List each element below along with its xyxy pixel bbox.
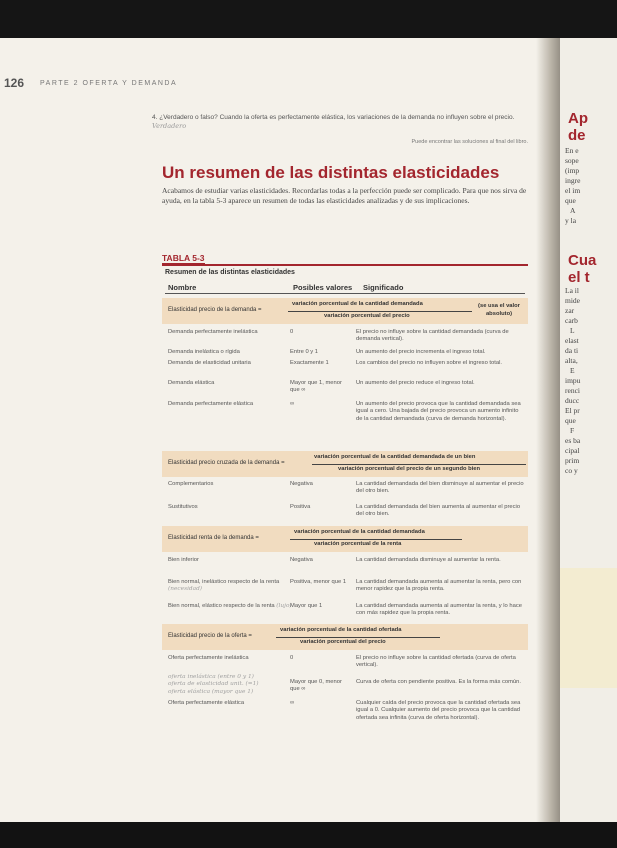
header-name: Nombre	[168, 283, 197, 292]
formula-numerator: variación porcentual de la cantidad demandada de un bien	[314, 454, 476, 460]
formula-band-price-demand	[162, 298, 528, 324]
right-heading-2: Cua el t	[568, 252, 597, 286]
fraction-bar	[290, 539, 462, 540]
right-sidebar-box	[560, 568, 617, 688]
handwritten-answer: Verdadero	[152, 122, 187, 130]
formula-name: Elasticidad renta de la demanda =	[168, 535, 259, 541]
answers-note: Puede encontrar las soluciones al final del libro.	[411, 139, 528, 145]
table-header	[165, 283, 525, 294]
right-paragraph-2: La il mide zar carb L elast da ti alta, E impu renci ducc El pr que F es ba cipal prim co y	[565, 286, 581, 475]
elasticities-table: Resumen de las distintas elasticidades Nombre Posibles valores Significado Elasticidad precio de la demanda = variación porcentual de la cantidad demandada variación porcentual del precio (se usa el valor absoluto) Demanda perfectamente inelástica 0 El precio no influye sobre la cantidad demandada (curva de demanda vertical). Demanda inelástica o rígida Entre 0 y 1 Un aumento del precio incrementa el ingreso total. Demanda de elasticidad unitaria Exactamente 1 Los cambios del precio no influyen sobre el ingreso total. Demanda elástica Mayor que 1, menor que ∞ Un aumento del precio reduce el ingreso total. Demanda perfectamente elástica ∞ Un aumento del precio provoca que la cantidad demandada sea igual a cero. Una bajada del precio provoca un aumento infinito de la cantidad demandada (curva de demanda horizontal). Elasticidad precio cruzada de la demanda = variación porcentual de la cantidad demandada de un bien variación porcentual del precio de un segundo bien Complementarios Negativa La cantidad demandada del bien disminuye al aumentar el precio del otro bien. Sustitutivos Positiva La cantidad demandada del bien aumenta al aumentar el precio del otro bien. Elasticidad renta de la demanda = variación porcentual de la cantidad demandada variación porcentual de la renta Bien inferior Negativa La cantidad demandada disminuye al aumentar la renta. Bien normal, inelástico respecto de la renta (necesidad) Positiva, menor que 1 La cantidad demandada aumenta al aumentar la renta, pero con menor rapidez que la propia renta. Bien normal, elástico respecto de la renta (lujo) Mayor que 1 La cantidad demandada aumenta al aumentar la renta, y lo hace con más rapidez que la propia renta. Elasticidad precio de la oferta = variación porcentual de la cantidad ofertada variación porcentual del precio Oferta perfectamente inelástica 0 El precio no influye sobre la cantidad ofertada (curva de oferta vertical). oferta inelástica (entre 0 y 1) oferta de elasticidad unit. (=1) oferta elástica (mayor que 1) Mayor que 0, menor que ∞ Curva de oferta con pendiente positiva. Es la forma más común. Oferta perfectamente elástica ∞ Cualquier caída del precio provoca que la cantidad ofertada sea igual a 0. Cualquier aumento del precio provoca que la cantidad ofertada sea infinita (curva de oferta horizontal).	[162, 264, 528, 742]
right-paragraph-1: En e sope (imp ingre el im que A y la	[565, 146, 581, 225]
fraction-bar	[312, 464, 526, 465]
handwritten-note: (necesidad)	[168, 586, 203, 593]
page-number: 126	[4, 76, 25, 90]
formula-name: Elasticidad precio de la demanda =	[168, 307, 262, 313]
formula-numerator: variación porcentual de la cantidad demandada	[292, 301, 423, 307]
formula-denominator: variación porcentual de la renta	[314, 541, 402, 547]
question-text: 4. ¿Verdadero o falso? Cuando la oferta es perfectamente elástica, los variaciones de la demanda no influyen sobre el precio.	[152, 114, 515, 121]
header-meaning: Significado	[363, 283, 404, 292]
formula-numerator: variación porcentual de la cantidad ofertada	[280, 627, 402, 633]
formula-band-supply	[162, 624, 528, 650]
formula-name: Elasticidad precio cruzada de la demanda =	[168, 460, 285, 466]
right-heading-1: Ap de	[568, 110, 588, 144]
formula-numerator: variación porcentual de la cantidad demandada	[294, 529, 425, 535]
handwritten-note: (lujo)	[276, 603, 292, 609]
scan-bottom-border	[0, 822, 617, 848]
formula-band-income	[162, 526, 528, 552]
fraction-bar	[288, 311, 472, 312]
section-title: Un resumen de las distintas elasticidades	[162, 163, 500, 182]
right-page-fragment	[560, 38, 617, 822]
fraction-bar	[276, 637, 440, 638]
header-values: Posibles valores	[293, 283, 353, 292]
handwritten-notes: oferta inelástica (entre 0 y 1) oferta de elasticidad unit. (=1) oferta elástica (mayor que 1)	[168, 674, 259, 695]
formula-band-cross-price	[162, 451, 528, 477]
formula-denominator: variación porcentual del precio de un segundo bien	[338, 466, 481, 472]
intro-paragraph: Acabamos de estudiar varias elasticidades. Recordarlas todas a la perfección puede ser complicado. Para que nos sirva de ayuda, en la tabla 5-3 aparece un resumen de todas las elasticidades analizadas y de sus implicaciones.	[162, 186, 527, 205]
book-gutter	[536, 38, 562, 822]
formula-note: (se usa el valor absoluto)	[478, 303, 520, 317]
running-head: PARTE 2 OFERTA Y DEMANDA	[40, 80, 178, 87]
table-title: Resumen de las distintas elasticidades	[165, 269, 295, 276]
formula-name: Elasticidad precio de la oferta =	[168, 633, 252, 639]
formula-denominator: variación porcentual del precio	[324, 313, 410, 319]
table-label: TABLA 5-3	[162, 253, 205, 263]
formula-denominator: variación porcentual del precio	[300, 639, 386, 645]
scan-top-border	[0, 0, 617, 38]
review-question	[152, 113, 528, 131]
